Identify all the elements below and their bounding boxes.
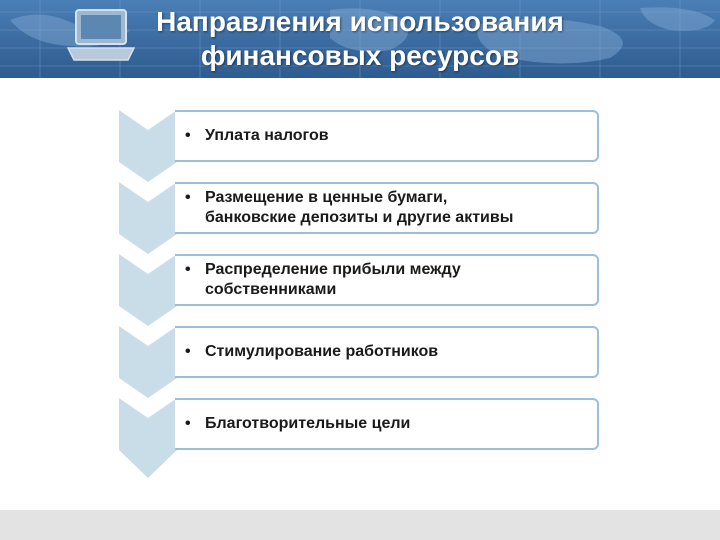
bullet: • <box>185 415 191 432</box>
list-item-text <box>205 414 410 434</box>
list-item <box>175 326 599 378</box>
title-line-1: Направления использования <box>156 6 564 37</box>
chevron-5 <box>119 398 177 478</box>
list-item <box>175 182 599 234</box>
chevron-3 <box>119 254 177 326</box>
list-item-line-2: банковские депозиты и другие активы <box>205 209 514 226</box>
list-item <box>175 110 599 162</box>
chevron-2 <box>119 182 177 254</box>
chevron-1 <box>119 110 177 182</box>
bullet: • <box>185 261 191 278</box>
list-item-text <box>205 260 461 300</box>
list-item-line-1: Стимулирование работников <box>205 343 439 360</box>
list-item <box>175 254 599 306</box>
title-line-2: финансовых ресурсов <box>200 40 520 71</box>
list-item-line-1: Распределение прибыли между <box>205 261 461 278</box>
chevron-4 <box>119 326 177 398</box>
list-item <box>175 398 599 450</box>
bullet: • <box>185 343 191 360</box>
list-item-text <box>205 126 329 146</box>
list-item-line-1: Благотворительные цели <box>205 415 411 432</box>
list-item-text <box>205 188 513 228</box>
bullet: • <box>185 189 191 206</box>
bullet: • <box>185 127 191 144</box>
footer-band <box>0 510 720 540</box>
list-item-text <box>205 342 438 362</box>
list-item-line-2: собственниками <box>205 281 337 298</box>
list-item-line-1: Уплата налогов <box>205 127 329 144</box>
list-item-line-1: Размещение в ценные бумаги, <box>205 189 448 206</box>
